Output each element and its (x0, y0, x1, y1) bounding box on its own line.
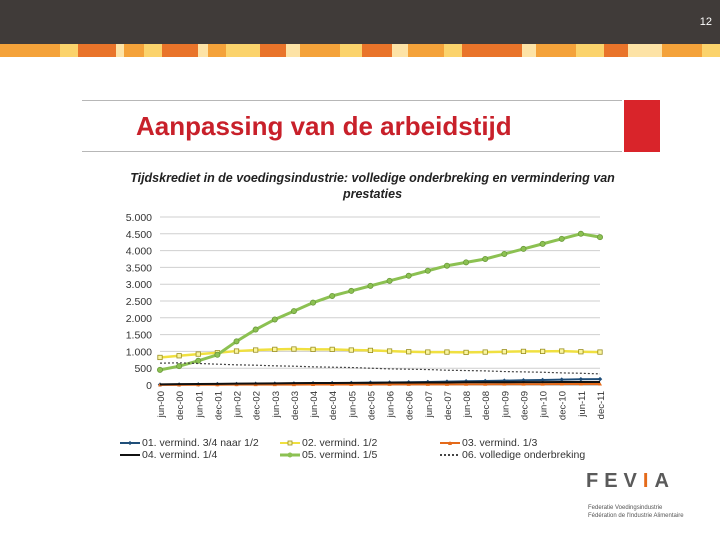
title-accent-block (624, 100, 660, 152)
legend-label: 01. vermind. 3/4 naar 1/2 (142, 437, 259, 449)
data-point (291, 308, 296, 313)
y-tick-label: 1.000 (125, 346, 152, 359)
x-tick-label: jun-09 (500, 391, 512, 418)
x-tick-label: dec-08 (481, 391, 493, 421)
data-point (387, 349, 391, 353)
title-rule-top (82, 100, 622, 101)
x-tick-label: dec-06 (404, 391, 416, 421)
data-point (540, 241, 545, 246)
legend-label: 05. vermind. 1/5 (302, 449, 378, 461)
data-point (483, 256, 488, 261)
slide-title: Aanpassing van de arbeidstijd (136, 111, 512, 141)
data-point (177, 354, 181, 358)
x-tick-label: dec-01 (213, 391, 225, 421)
data-point (444, 263, 449, 268)
top-bar (0, 0, 720, 44)
data-point (597, 235, 602, 240)
data-point (579, 377, 584, 382)
legend-swatch (120, 450, 142, 460)
data-point (521, 246, 526, 251)
data-point (426, 350, 430, 354)
logo-subtitle-nl: Federatie Voedingsindustrie (588, 505, 663, 511)
x-tick-label: dec-07 (442, 391, 454, 421)
y-tick-label: 2.500 (125, 296, 152, 308)
data-point (559, 236, 564, 241)
stripe-segment (260, 44, 286, 57)
fevia-logo (586, 470, 698, 530)
data-point (578, 231, 583, 236)
stripe-segment (536, 44, 576, 57)
stripe-segment (604, 44, 628, 57)
chart-title: Tijdskrediet in de voedingsindustrie: volledige onderbreking en vermindering van prestaties (130, 171, 615, 201)
x-tick-label: jun-11 (576, 391, 588, 417)
data-point (234, 349, 238, 353)
data-point (157, 367, 162, 372)
x-tick-label: dec-10 (557, 391, 569, 421)
y-tick-label: 1.500 (125, 329, 152, 342)
stripe-segment (522, 44, 536, 57)
legend-item (280, 449, 377, 461)
stripe-segment (208, 44, 226, 57)
legend-swatch (440, 450, 462, 460)
x-tick-label: jun-02 (232, 391, 244, 418)
x-tick-label: dec-05 (366, 391, 378, 421)
page-number: 12 (699, 16, 712, 28)
legend-item (440, 437, 537, 449)
legend-label: 04. vermind. 1/4 (142, 449, 218, 461)
y-tick-label: 3.000 (125, 279, 152, 292)
data-point (234, 339, 239, 344)
data-point (579, 350, 583, 354)
legend-item (120, 449, 217, 461)
data-point (349, 288, 354, 293)
data-point (253, 348, 257, 352)
stripe-segment (444, 44, 462, 57)
data-point (598, 377, 603, 382)
data-point (273, 347, 277, 351)
data-point (445, 350, 449, 354)
data-point (196, 352, 200, 356)
data-point (387, 278, 392, 283)
logo-subtitle-fr: Fédération de l'Industrie Alimentaire (588, 513, 684, 519)
stripe-segment (116, 44, 124, 57)
stripe-segment (144, 44, 162, 57)
x-tick-label: dec-00 (175, 391, 187, 421)
stripe-segment (576, 44, 604, 57)
stripe-segment (60, 44, 78, 57)
legend-swatch (440, 438, 462, 448)
data-point (368, 348, 372, 352)
legend-swatch (280, 438, 302, 448)
data-point (406, 350, 410, 354)
data-point (406, 273, 411, 278)
x-tick-label: jun-04 (309, 391, 321, 418)
legend-swatch (120, 438, 142, 448)
data-point (463, 260, 468, 265)
data-point (425, 268, 430, 273)
line-chart (100, 205, 610, 430)
stripe-segment (226, 44, 260, 57)
stripe-segment (198, 44, 208, 57)
x-tick-label: dec-09 (519, 391, 531, 421)
y-tick-label: 4.000 (125, 245, 152, 258)
stripe-segment (78, 44, 116, 57)
x-tick-label: jun-07 (423, 391, 435, 418)
logo-wordmark: FEVIA (586, 470, 675, 492)
legend-item (280, 437, 377, 449)
data-point (272, 317, 277, 322)
data-point (598, 350, 602, 354)
slide-title-box (82, 100, 660, 152)
stripe-segment (628, 44, 662, 57)
data-point (311, 347, 315, 351)
x-tick-label: dec-04 (328, 391, 340, 421)
legend-label: 02. vermind. 1/2 (302, 437, 378, 449)
legend-label: 03. vermind. 1/3 (462, 437, 538, 449)
data-point (253, 327, 258, 332)
y-tick-label: 2.000 (125, 312, 152, 325)
x-tick-label: dec-11 (596, 391, 607, 420)
stripe-segment (362, 44, 392, 57)
x-tick-label: dec-02 (251, 391, 263, 421)
data-point (196, 358, 201, 363)
stripe-segment (300, 44, 340, 57)
decorative-stripe (0, 44, 720, 57)
data-point (292, 347, 296, 351)
data-point (158, 355, 162, 359)
legend-item (440, 449, 585, 461)
series-line (160, 234, 600, 370)
y-tick-label: 0 (146, 380, 152, 392)
data-point (540, 349, 544, 353)
stripe-segment (702, 44, 720, 57)
title-rule-bottom (82, 151, 622, 152)
stripe-segment (124, 44, 144, 57)
y-tick-label: 500 (134, 363, 152, 376)
data-point (502, 251, 507, 256)
stripe-segment (162, 44, 198, 57)
data-point (464, 350, 468, 354)
data-point (368, 283, 373, 288)
y-tick-label: 4.500 (125, 228, 152, 241)
legend-item (120, 437, 259, 449)
data-point (177, 364, 182, 369)
data-point (349, 348, 353, 352)
data-point (502, 350, 506, 354)
x-tick-label: dec-03 (289, 391, 301, 421)
x-tick-label: jun-00 (156, 391, 167, 418)
x-tick-label: jun-01 (194, 391, 206, 418)
data-point (560, 349, 564, 353)
data-point (330, 293, 335, 298)
stripe-segment (340, 44, 362, 57)
stripe-segment (408, 44, 444, 57)
x-tick-label: jun-08 (462, 391, 474, 418)
x-tick-label: jun-10 (538, 391, 550, 418)
data-point (330, 347, 334, 351)
data-point (483, 350, 487, 354)
data-point (215, 352, 220, 357)
stripe-segment (286, 44, 300, 57)
x-tick-label: jun-06 (385, 391, 397, 418)
legend-swatch (280, 450, 302, 460)
legend-label: 06. volledige onderbreking (462, 449, 586, 461)
data-point (310, 300, 315, 305)
stripe-segment (662, 44, 702, 57)
x-tick-label: jun-03 (270, 391, 282, 418)
x-tick-label: jun-05 (347, 391, 359, 418)
data-point (521, 349, 525, 353)
stripe-segment (462, 44, 522, 57)
stripe-segment (0, 44, 60, 57)
y-tick-label: 3.500 (125, 262, 152, 275)
stripe-segment (392, 44, 408, 57)
y-tick-label: 5.000 (125, 212, 152, 224)
